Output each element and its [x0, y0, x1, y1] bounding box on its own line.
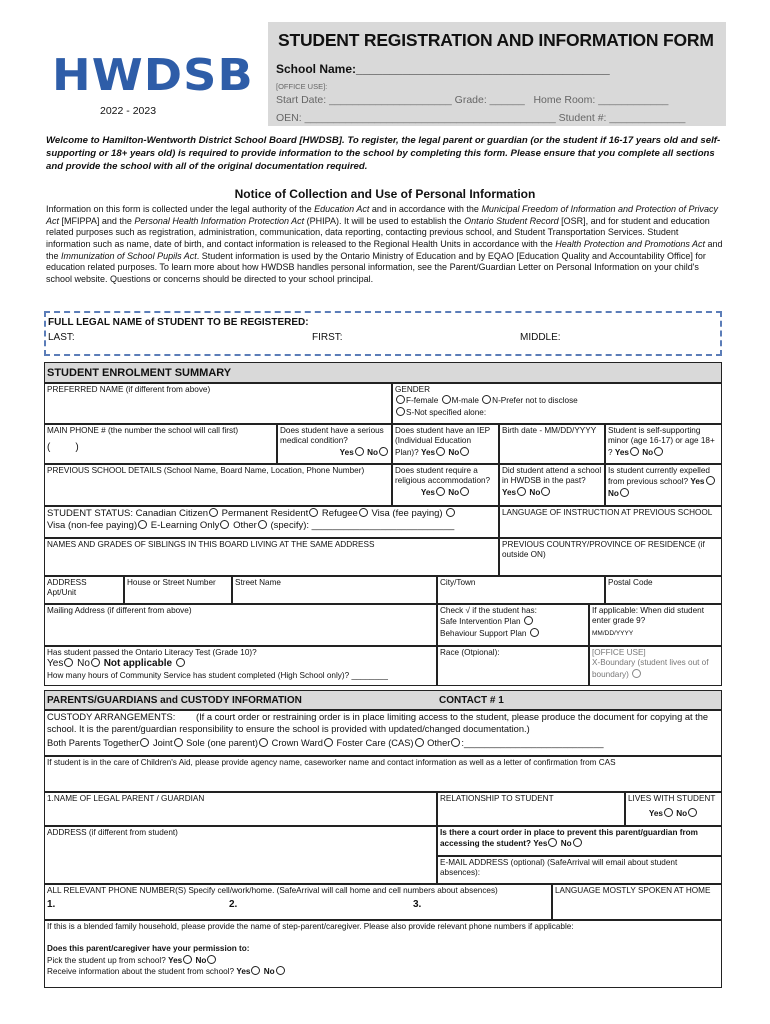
notice-title: Notice of Collection and Use of Personal Information — [234, 187, 536, 201]
medical-no-radio[interactable] — [379, 447, 388, 456]
hwdsb-logo: HWDSB — [52, 50, 254, 101]
enrolment-summary-header: STUDENT ENROLMENT SUMMARY — [44, 362, 722, 383]
custody-other-radio[interactable] — [451, 738, 460, 747]
medical-condition-field: Does student have a serious medical condition? Yes No — [277, 424, 392, 464]
religious-no-radio[interactable] — [460, 487, 469, 496]
iep-no-radio[interactable] — [460, 447, 469, 456]
form-title: STUDENT REGISTRATION AND INFORMATION FORM — [278, 30, 714, 50]
receive-yes-radio[interactable] — [251, 966, 260, 975]
attended-yes-radio[interactable] — [517, 487, 526, 496]
gender-s-radio[interactable] — [396, 407, 405, 416]
status-citizen-radio[interactable] — [209, 508, 218, 517]
street-name-field[interactable]: Street Name — [232, 576, 437, 604]
gender-f-radio[interactable] — [396, 395, 405, 404]
relationship-field[interactable]: RELATIONSHIP TO STUDENT — [437, 792, 625, 826]
self-supporting-field: Student is self-supporting minor (age 16-17) or age 18+ ? Yes No — [605, 424, 722, 464]
status-refugee-radio[interactable] — [359, 508, 368, 517]
iep-field: Does student have an IEP (Individual Education Plan)? Yes No — [392, 424, 499, 464]
custody-sole-radio[interactable] — [259, 738, 268, 747]
middle-name-field[interactable]: MIDDLE: — [520, 332, 561, 343]
xboundary-field: [OFFICE USE] X-Boundary (student lives out of boundary) — [589, 646, 722, 686]
language-previous-school-field[interactable]: LANGUAGE OF INSTRUCTION AT PREVIOUS SCHOOL — [499, 506, 722, 538]
pickup-yes-radio[interactable] — [183, 955, 192, 964]
court-no-radio[interactable] — [573, 838, 582, 847]
language-home-field[interactable]: LANGUAGE MOSTLY SPOKEN AT HOME — [552, 884, 722, 920]
student-plans-field: Check √ if the student has: Safe Intervention Plan Behaviour Support Plan — [437, 604, 589, 646]
literacy-no-radio[interactable] — [91, 658, 100, 667]
court-yes-radio[interactable] — [548, 838, 557, 847]
parent-name-field[interactable]: 1.NAME OF LEGAL PARENT / GUARDIAN — [44, 792, 437, 826]
lives-yes-radio[interactable] — [664, 808, 673, 817]
siblings-field[interactable]: NAMES AND GRADES OF SIBLINGS IN THIS BOARD LIVING AT THE SAME ADDRESS — [44, 538, 499, 576]
house-number-field[interactable]: House or Street Number — [124, 576, 232, 604]
gender-m-radio[interactable] — [442, 395, 451, 404]
welcome-text: Welcome to Hamilton-Wentworth District School Board [HWDSB]. To register, the legal parent or guardian (or the student if 16-17 years old and self-supporting or 18+ years old) is required to provide information to the school by completing this form. Please ensure that you complete all sections and provide the school with all of the original documentation required. — [46, 135, 721, 172]
religious-accommodation-field: Does student require a religious accommodation? Yes No — [392, 464, 499, 506]
custody-joint-radio[interactable] — [174, 738, 183, 747]
receive-no-radio[interactable] — [276, 966, 285, 975]
lives-with-field: LIVES WITH STUDENT Yes No — [625, 792, 722, 826]
main-phone-field[interactable]: MAIN PHONE # (the number the school will call first) ( ) — [44, 424, 277, 464]
first-name-field[interactable]: FIRST: — [312, 332, 343, 343]
office-use-label: [OFFICE USE]: — [276, 82, 328, 91]
literacy-na-radio[interactable] — [176, 658, 185, 667]
literacy-yes-radio[interactable] — [64, 658, 73, 667]
status-other-radio[interactable] — [258, 520, 267, 529]
custody-crown-radio[interactable] — [324, 738, 333, 747]
preferred-name-field[interactable]: PREFERRED NAME (if different from above) — [44, 383, 392, 424]
last-name-field[interactable]: LAST: — [48, 332, 75, 343]
parents-header: PARENTS/GUARDIANS and CUSTODY INFORMATION CONTACT # 1 — [44, 690, 722, 710]
status-permanent-radio[interactable] — [309, 508, 318, 517]
self-supporting-yes-radio[interactable] — [630, 447, 639, 456]
custody-both-radio[interactable] — [140, 738, 149, 747]
city-field[interactable]: City/Town — [437, 576, 605, 604]
school-year: 2022 - 2023 — [100, 105, 157, 117]
blended-family-field: If this is a blended family household, please provide the name of step-parent/caregiver. Please also provide relevant phone numbers if applicable: Does this parent/caregiver have your permission to: Pick the student up from school? Yes No Receive information about the student from school? Yes No — [44, 920, 722, 988]
expelled-no-radio[interactable] — [620, 488, 629, 497]
expelled-field: Is student currently expelled from previous school? Yes No — [605, 464, 722, 506]
previous-school-field[interactable]: PREVIOUS SCHOOL DETAILS (School Name, Board Name, Location, Phone Number) — [44, 464, 392, 506]
parent-address-field[interactable]: ADDRESS (if different from student) — [44, 826, 437, 884]
expelled-yes-radio[interactable] — [706, 476, 715, 485]
court-order-field: Is there a court order in place to prevent this parent/guardian from accessing the student? Yes No — [437, 826, 722, 856]
safe-plan-check[interactable] — [524, 616, 533, 625]
status-visa-nonfee-radio[interactable] — [138, 520, 147, 529]
notice-body: Information on this form is collected under the legal authority of the Education Act and in accordance with the Municipal Freedom of Information and Protection of Privacy Act [MFIPPA] and the Personal Health Information Protection Act (PHIPA). It will be used to establish the Ontario Student Record [OSR], and for student and education related purposes such as registration, administration, communication, data reporting, contacting previous school, and Student Transportation Services. Student information such as name, date of birth, and contact information is released to the Regional Health Units in accordance with the Health Protection and Promotions Act and the Immunization of School Pupils Act. Student information is used by the Ontario Ministry of Education and by EQAO [Education Quality and Accountability Office] for education related purposes. To learn more about how HWDSB handles personal information, see the Parent/Guardian Letter on Personal Information on your child's school website. Questions or concerns should be directed to your school principal. — [46, 204, 723, 285]
custody-field: CUSTODY ARRANGEMENTS: (If a court order or restraining order is in place limiting access to the student, please produce the document for copying at the school. It is the parent/guardian responsibility to ensure the school is provided with updated/changed documentation.) Both Parents Together Joint Sole (one parent) Crown Ward Foster Care (CAS) Other :___________________________ — [44, 710, 722, 756]
cas-field[interactable]: If student is in the care of Children's Aid, please provide agency name, caseworker name and contact information as well as a letter of confirmation from CAS — [44, 756, 722, 792]
gender-field: GENDER F-female M-male N-Prefer not to disclose S-Not specified alone: — [392, 383, 722, 424]
phone-numbers-field[interactable]: ALL RELEVANT PHONE NUMBER(S) Specify cell/work/home. (SafeArrival will call home and cell numbers about absences) 1. 2. 3. — [44, 884, 552, 920]
previous-country-field[interactable]: PREVIOUS COUNTRY/PROVINCE OF RESIDENCE (if outside ON) — [499, 538, 722, 576]
mailing-address-field[interactable]: Mailing Address (if different from above) — [44, 604, 437, 646]
status-elearning-radio[interactable] — [220, 520, 229, 529]
custody-foster-radio[interactable] — [415, 738, 424, 747]
xboundary-radio[interactable] — [632, 669, 641, 678]
attended-hwdsb-field: Did student attend a school in HWDSB in the past? Yes No — [499, 464, 605, 506]
lives-no-radio[interactable] — [688, 808, 697, 817]
behaviour-plan-check[interactable] — [530, 628, 539, 637]
oen-student-number-line[interactable]: OEN: ___________________________________________ Student #: _____________ — [276, 112, 686, 124]
status-visa-fee-radio[interactable] — [446, 508, 455, 517]
self-supporting-no-radio[interactable] — [654, 447, 663, 456]
school-name-field[interactable]: School Name:______________________________________ — [276, 62, 610, 76]
literacy-test-field: Has student passed the Ontario Literacy Test (Grade 10)? Yes No Not applicable How many hours of Community Service has student completed (High School only)? ________ — [44, 646, 437, 686]
postal-code-field[interactable]: Postal Code — [605, 576, 722, 604]
birth-date-field[interactable]: Birth date - MM/DD/YYYY — [499, 424, 605, 464]
iep-yes-radio[interactable] — [436, 447, 445, 456]
gender-n-radio[interactable] — [482, 395, 491, 404]
student-status-field: STUDENT STATUS: Canadian Citizen Permanent Resident Refugee Visa (fee paying) Visa (non-fee paying) E-Learning Only Other (specify): ___________________________ — [44, 506, 499, 538]
medical-yes-radio[interactable] — [355, 447, 364, 456]
legal-name-title: FULL LEGAL NAME of STUDENT TO BE REGISTERED: — [48, 317, 309, 328]
race-field[interactable]: Race (Otpional): — [437, 646, 589, 686]
religious-yes-radio[interactable] — [436, 487, 445, 496]
address-apt-field[interactable]: ADDRESS Apt/Unit — [44, 576, 124, 604]
attended-no-radio[interactable] — [541, 487, 550, 496]
pickup-no-radio[interactable] — [207, 955, 216, 964]
email-field[interactable]: E-MAIL ADDRESS (optional) (SafeArrival will email about student absences): — [437, 856, 722, 884]
grade9-entry-field[interactable]: If applicable: When did student enter grade 9? MM/DD/YYYY — [589, 604, 722, 646]
start-date-grade-homeroom-line[interactable]: Start Date: _____________________ Grade: ______ Home Room: ____________ — [276, 94, 669, 106]
